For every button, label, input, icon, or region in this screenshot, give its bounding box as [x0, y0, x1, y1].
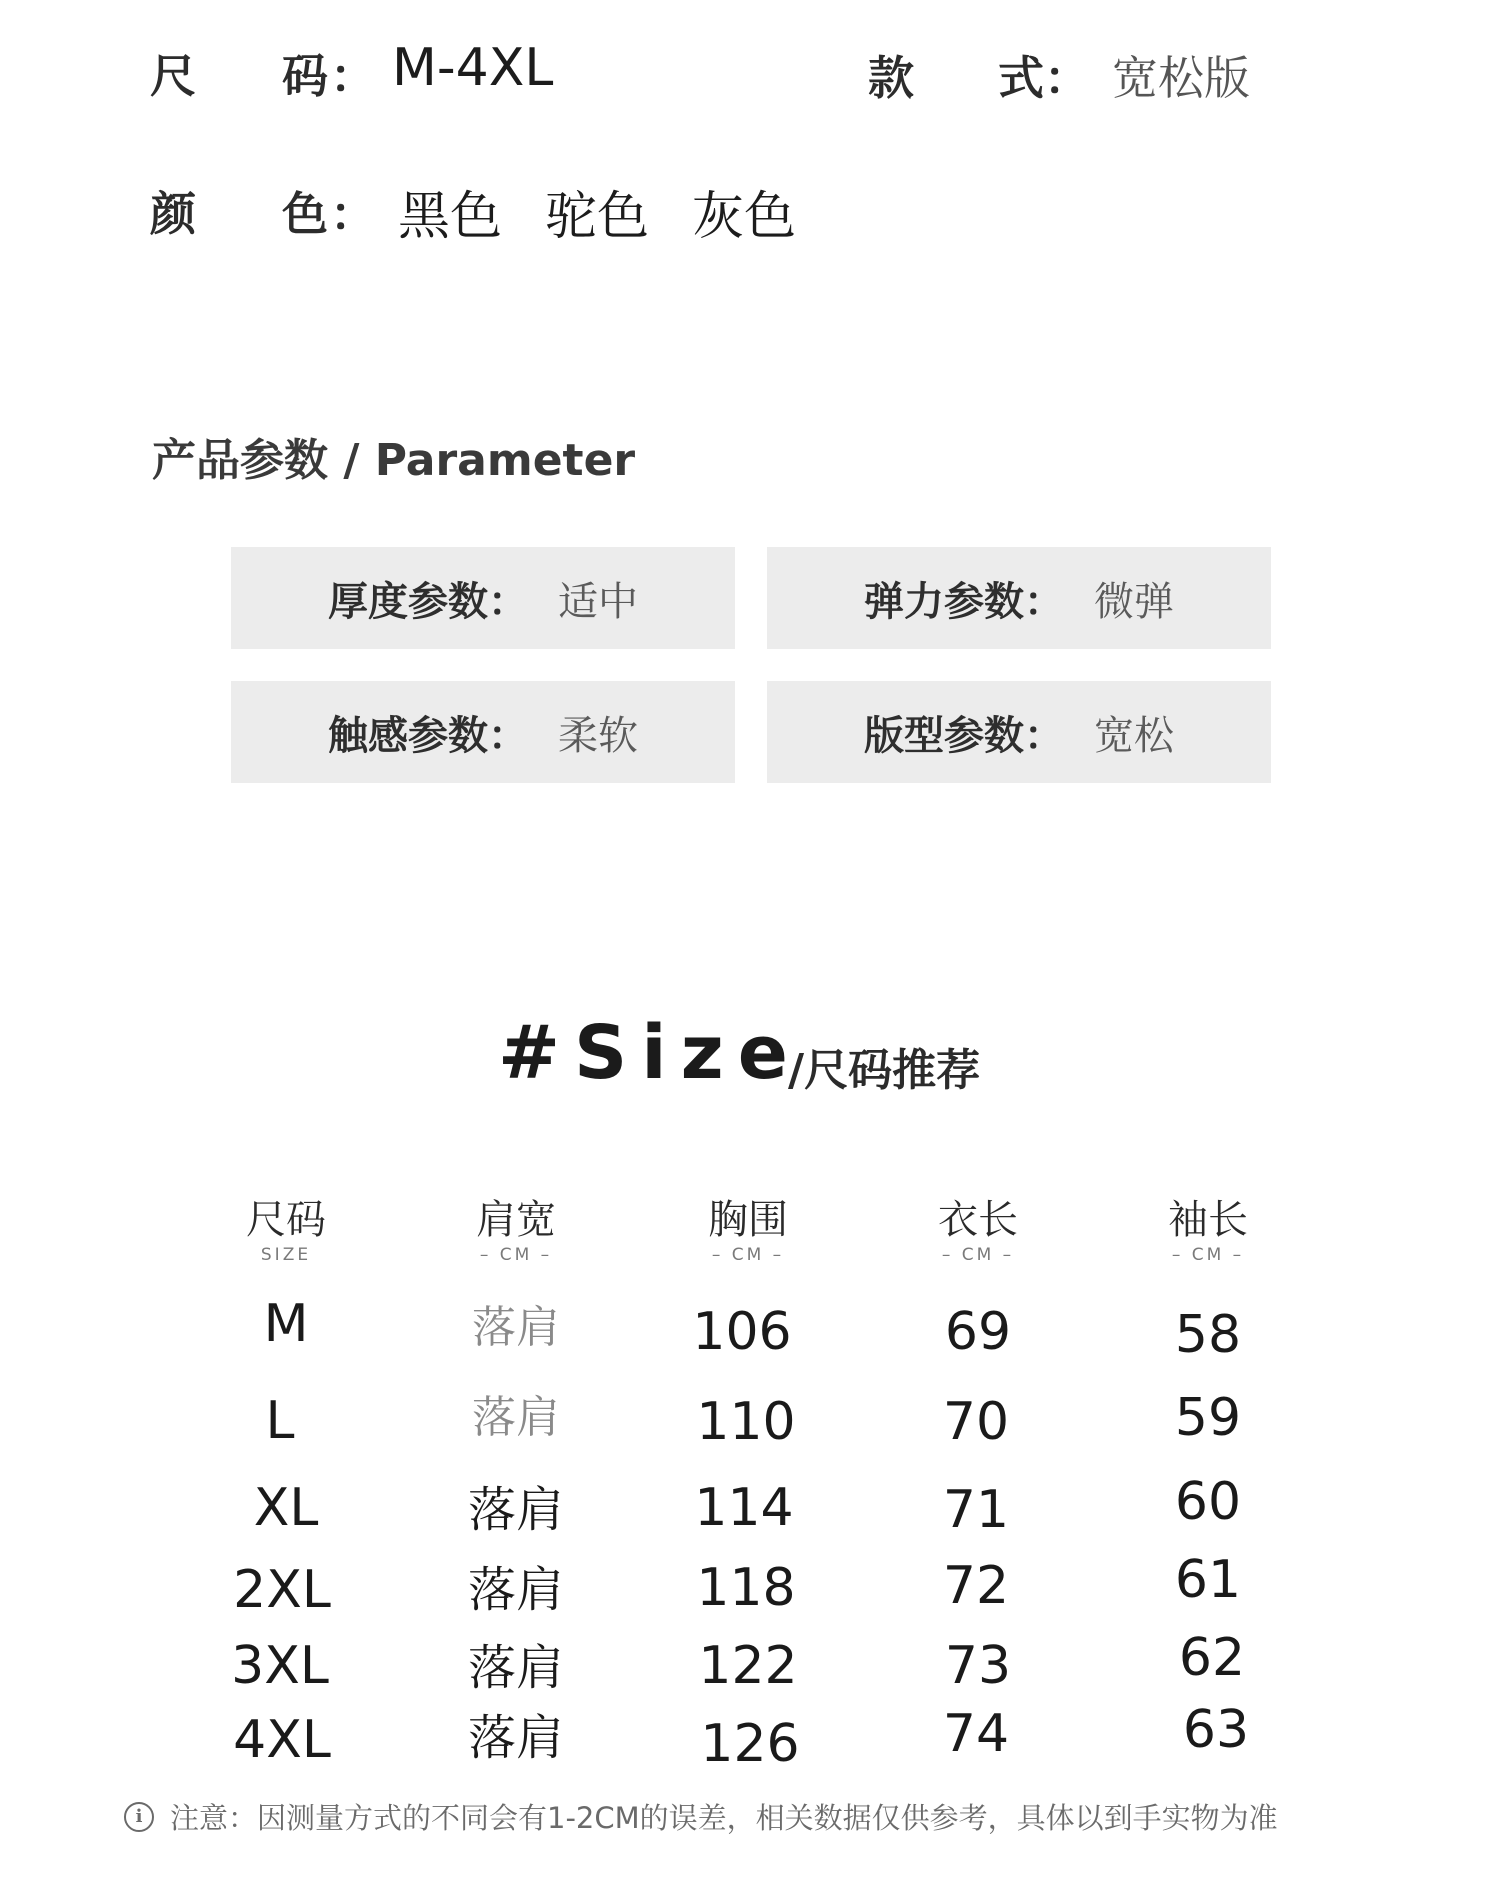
- param-thickness-key: 厚度参数：: [328, 578, 528, 625]
- table-cell-chest: 118: [696, 1558, 796, 1618]
- param-elasticity-key: 弹力参数：: [864, 578, 1064, 625]
- column-header-shoulder-unit: – CM –: [479, 1245, 553, 1265]
- color-label-colon: ：: [330, 187, 376, 241]
- size-section-title: #Size: [498, 1010, 802, 1096]
- color-option-camel: 驼色: [545, 187, 650, 247]
- color-option-black: 黑色: [398, 187, 503, 247]
- style-label-colon: ：: [1044, 51, 1090, 105]
- measurement-note: [124, 1796, 1278, 1837]
- style-label-char-2: 式: [998, 51, 1045, 105]
- parameter-heading: 产品参数 / Parameter: [152, 435, 636, 486]
- param-fit-value: 宽松: [1094, 712, 1174, 759]
- size-range-value: M-4XL: [392, 38, 554, 98]
- size-label-char-1: 尺: [150, 49, 197, 103]
- table-cell-size: XL: [253, 1478, 319, 1538]
- table-cell-length: 74: [942, 1704, 1010, 1764]
- table-cell-shoulder: 落肩: [467, 1640, 564, 1696]
- color-label-char-2: 色: [282, 187, 329, 241]
- param-thickness: [231, 547, 735, 649]
- table-cell-size: 2XL: [233, 1560, 331, 1620]
- column-header-sleeve: [1108, 1196, 1308, 1266]
- param-fit: [767, 681, 1271, 783]
- table-cell-chest: 126: [700, 1714, 800, 1774]
- table-cell-sleeve: 60: [1174, 1472, 1242, 1532]
- param-touch-value: 柔软: [558, 712, 638, 759]
- table-cell-size: 4XL: [233, 1710, 331, 1770]
- info-icon: i: [124, 1802, 154, 1832]
- column-header-size-title: 尺码: [246, 1197, 326, 1243]
- table-cell-size: M: [263, 1294, 309, 1354]
- column-header-size-unit: SIZE: [260, 1245, 312, 1265]
- size-label-char-2: 码: [282, 49, 329, 103]
- table-cell-length: 72: [942, 1556, 1010, 1616]
- color-option-gray: 灰色: [692, 187, 797, 247]
- table-cell-sleeve: 59: [1174, 1388, 1242, 1448]
- table-cell-length: 71: [942, 1480, 1010, 1540]
- table-cell-length: 70: [942, 1392, 1010, 1452]
- column-header-length-unit: – CM –: [941, 1245, 1015, 1265]
- column-header-chest: [648, 1196, 848, 1266]
- column-header-sleeve-unit: – CM –: [1171, 1245, 1245, 1265]
- table-cell-chest: 114: [694, 1478, 794, 1538]
- param-elasticity-value: 微弹: [1094, 578, 1174, 625]
- column-header-chest-unit: – CM –: [711, 1245, 785, 1265]
- table-cell-shoulder: 落肩: [467, 1710, 564, 1766]
- column-header-length-title: 衣长: [938, 1197, 1018, 1243]
- table-cell-shoulder: 落肩: [472, 1392, 560, 1443]
- measurement-note-text: 注意：因测量方式的不同会有1-2CM的误差，相关数据仅供参考，具体以到手实物为准: [170, 1801, 1278, 1835]
- column-header-sleeve-title: 袖长: [1168, 1197, 1248, 1243]
- column-header-size: [186, 1196, 386, 1266]
- table-cell-sleeve: 58: [1174, 1305, 1242, 1365]
- table-cell-size: L: [265, 1391, 295, 1451]
- param-touch-key: 触感参数：: [328, 712, 528, 759]
- param-thickness-value: 适中: [558, 578, 638, 625]
- table-cell-shoulder: 落肩: [467, 1482, 564, 1538]
- table-cell-chest: 122: [698, 1636, 798, 1696]
- table-cell-chest: 106: [692, 1302, 792, 1362]
- table-cell-shoulder: 落肩: [472, 1302, 560, 1353]
- column-header-chest-title: 胸围: [708, 1197, 788, 1243]
- param-touch: [231, 681, 735, 783]
- size-label-colon: ：: [330, 49, 376, 103]
- color-label-char-1: 颜: [150, 187, 197, 241]
- table-cell-length: 73: [944, 1636, 1012, 1696]
- table-cell-shoulder: 落肩: [467, 1562, 564, 1618]
- table-cell-sleeve: 63: [1182, 1700, 1250, 1760]
- param-fit-key: 版型参数：: [864, 712, 1064, 759]
- column-header-shoulder-title: 肩宽: [476, 1197, 556, 1243]
- style-label-char-1: 款: [868, 51, 915, 105]
- size-section-subtitle: /尺码推荐: [788, 1045, 981, 1096]
- table-cell-sleeve: 62: [1178, 1628, 1246, 1688]
- table-cell-length: 69: [944, 1302, 1012, 1362]
- column-header-length: [878, 1196, 1078, 1266]
- table-cell-sleeve: 61: [1174, 1550, 1242, 1610]
- style-value: 宽松版: [1112, 51, 1250, 105]
- table-cell-size: 3XL: [231, 1636, 329, 1696]
- param-elasticity: [767, 547, 1271, 649]
- table-cell-chest: 110: [696, 1392, 796, 1452]
- column-header-shoulder: [416, 1196, 616, 1266]
